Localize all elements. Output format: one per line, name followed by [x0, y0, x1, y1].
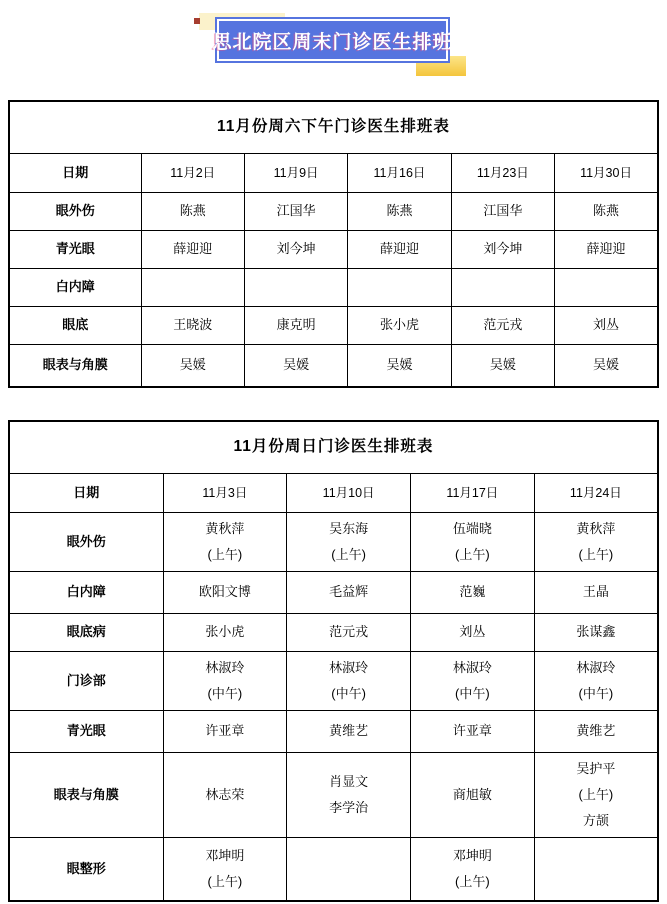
doctor-cell-line: 林淑玲	[205, 659, 245, 675]
schedule-row	[9, 512, 658, 571]
doctor-cell	[411, 512, 535, 571]
doctor-cell-line: 林志荣	[205, 786, 245, 802]
doctor-cell-line: 张小虎	[379, 317, 419, 332]
department-label: 白内障	[9, 268, 141, 306]
doctor-cell-line: 刘今坤	[276, 241, 316, 256]
date-header: 11月2日	[141, 153, 244, 192]
date-row-label: 日期	[9, 473, 163, 512]
department-label: 眼表与角膜	[9, 344, 141, 387]
doctor-cell	[534, 613, 658, 651]
doctor-cell	[451, 192, 554, 230]
doctor-cell-line: 毛益辉	[329, 584, 369, 599]
doctor-cell-line: 林淑玲	[576, 659, 616, 675]
schedule-row	[9, 230, 658, 268]
doctor-cell-line: 许亚章	[452, 723, 492, 738]
doctor-cell-line: 陈燕	[593, 203, 620, 218]
department-label: 青光眼	[9, 710, 163, 752]
doctor-cell	[411, 710, 535, 752]
department-label: 眼外伤	[9, 192, 141, 230]
doctor-cell	[287, 837, 411, 901]
doctor-cell	[555, 344, 658, 387]
doctor-cell	[287, 613, 411, 651]
doctor-cell	[451, 268, 554, 306]
doctor-cell	[141, 230, 244, 268]
doctor-cell	[163, 512, 287, 571]
department-label: 白内障	[9, 571, 163, 613]
doctor-cell	[244, 306, 347, 344]
doctor-cell	[534, 752, 658, 837]
doctor-cell	[348, 230, 451, 268]
doctor-cell	[244, 268, 347, 306]
doctor-cell	[244, 230, 347, 268]
doctor-cell-line: 邓坤明	[452, 847, 492, 863]
doctor-cell-line: (上午)	[207, 546, 243, 562]
table-title-row	[9, 421, 658, 473]
doctor-cell	[163, 571, 287, 613]
table-gap	[0, 388, 667, 420]
doctor-cell-line: (上午)	[578, 786, 614, 802]
doctor-cell-line: (中午)	[455, 685, 490, 701]
doctor-cell	[534, 571, 658, 613]
sunday-schedule-table	[8, 420, 659, 902]
department-label: 眼底	[9, 306, 141, 344]
doctor-cell	[411, 651, 535, 710]
doctor-cell	[411, 837, 535, 901]
date-header: 11月30日	[555, 153, 658, 192]
doctor-cell-line: 张谋鑫	[576, 624, 616, 639]
doctor-cell	[348, 268, 451, 306]
date-header: 11月23日	[451, 153, 554, 192]
table-header-row	[9, 153, 658, 192]
doctor-cell	[348, 344, 451, 387]
doctor-cell-line: 刘丛	[459, 624, 486, 639]
banner-title-box	[212, 19, 453, 61]
doctor-cell-line: 欧阳文博	[198, 584, 251, 599]
department-label: 眼外伤	[9, 512, 163, 571]
doctor-cell	[244, 344, 347, 387]
doctor-cell-line: 范元戎	[483, 317, 523, 332]
doctor-cell-line: 范巍	[459, 584, 486, 599]
date-header: 11月17日	[411, 473, 535, 512]
doctor-cell-line: 刘丛	[593, 317, 620, 332]
doctor-cell-line: 薛迎迎	[586, 241, 626, 256]
doctor-cell-line: 王晓波	[173, 317, 213, 332]
schedule-row	[9, 344, 658, 387]
doctor-cell	[287, 571, 411, 613]
table-header-row	[9, 473, 658, 512]
doctor-cell-line: 吴媛	[283, 357, 310, 373]
date-header: 11月24日	[534, 473, 658, 512]
doctor-cell	[451, 230, 554, 268]
table-title: 11月份周六下午门诊医生排班表	[9, 101, 658, 153]
doctor-cell-line: 薛迎迎	[173, 241, 213, 256]
doctor-cell-line: 江国华	[276, 203, 316, 218]
banner	[0, 0, 667, 100]
department-label: 眼底病	[9, 613, 163, 651]
doctor-cell-line: 许亚章	[205, 723, 245, 738]
doctor-cell-line: 江国华	[483, 203, 523, 218]
doctor-cell	[555, 230, 658, 268]
saturday-schedule-table	[8, 100, 659, 388]
doctor-cell-line: 吴护平	[576, 760, 616, 776]
doctor-cell-line: 薛迎迎	[379, 241, 419, 256]
date-header: 11月16日	[348, 153, 451, 192]
doctor-cell	[163, 710, 287, 752]
table-title: 11月份周日门诊医生排班表	[9, 421, 658, 473]
doctor-cell	[287, 651, 411, 710]
schedule-row	[9, 192, 658, 230]
doctor-cell-line: 范元戎	[329, 624, 369, 639]
doctor-cell-line: 王晶	[582, 584, 609, 599]
doctor-cell	[451, 344, 554, 387]
doctor-cell-line: 刘今坤	[483, 241, 523, 256]
doctor-cell-line: 陈燕	[386, 203, 413, 218]
doctor-cell-line: 黄秋萍	[205, 520, 245, 536]
doctor-cell	[534, 710, 658, 752]
doctor-cell-line: (中午)	[578, 685, 614, 701]
doctor-cell	[287, 710, 411, 752]
department-label: 门诊部	[9, 651, 163, 710]
doctor-cell	[348, 306, 451, 344]
doctor-cell-line: 陈燕	[179, 203, 206, 218]
department-label: 青光眼	[9, 230, 141, 268]
doctor-cell	[163, 837, 287, 901]
doctor-cell-line: 肖显文	[329, 773, 369, 789]
doctor-cell	[411, 571, 535, 613]
doctor-cell	[555, 268, 658, 306]
banner-title: 思北院区周末门诊医生排班	[212, 31, 453, 53]
doctor-cell-line: 吴东海	[329, 520, 369, 536]
doctor-cell-line: 林淑玲	[329, 659, 369, 675]
doctor-cell	[244, 192, 347, 230]
schedule-row	[9, 651, 658, 710]
doctor-cell	[411, 613, 535, 651]
schedule-row	[9, 710, 658, 752]
doctor-cell	[141, 192, 244, 230]
date-row-label: 日期	[9, 153, 141, 192]
date-header: 11月10日	[287, 473, 411, 512]
doctor-cell	[451, 306, 554, 344]
doctor-cell-line: 黄维艺	[576, 723, 616, 738]
doctor-cell-line: 吴媛	[593, 357, 620, 373]
doctor-cell	[555, 306, 658, 344]
doctor-cell	[163, 613, 287, 651]
date-header: 11月9日	[244, 153, 347, 192]
doctor-cell-line: (上午)	[207, 873, 243, 889]
schedule-row	[9, 752, 658, 837]
doctor-cell	[287, 752, 411, 837]
doctor-cell-line: (上午)	[455, 873, 490, 889]
doctor-cell	[163, 651, 287, 710]
schedule-row	[9, 613, 658, 651]
doctor-cell-line: 吴媛	[386, 357, 413, 373]
schedule-row	[9, 571, 658, 613]
doctor-cell-line: (上午)	[578, 546, 614, 562]
doctor-cell-line: 吴媛	[489, 357, 516, 373]
doctor-cell-line: (上午)	[455, 546, 490, 562]
doctor-cell-line: 吴媛	[179, 357, 206, 373]
doctor-cell	[287, 512, 411, 571]
doctor-cell-line: 伍端晓	[452, 520, 492, 536]
department-label: 眼表与角膜	[9, 752, 163, 837]
doctor-cell-line: 邓坤明	[205, 847, 245, 863]
doctor-cell-line: 林淑玲	[452, 659, 492, 675]
doctor-cell	[411, 752, 535, 837]
doctor-cell-line: 张小虎	[205, 624, 245, 639]
doctor-cell	[534, 512, 658, 571]
schedule-row	[9, 306, 658, 344]
date-header: 11月3日	[163, 473, 287, 512]
department-label: 眼整形	[9, 837, 163, 901]
doctor-cell-line: 商旭敏	[452, 786, 492, 802]
doctor-cell	[141, 268, 244, 306]
doctor-cell	[534, 837, 658, 901]
doctor-cell-line: 黄维艺	[329, 723, 369, 738]
doctor-cell-line: (上午)	[331, 546, 366, 562]
banner-accent-red-dot	[194, 18, 200, 24]
doctor-cell	[141, 306, 244, 344]
doctor-cell	[555, 192, 658, 230]
doctor-cell-line: (中午)	[207, 685, 243, 701]
doctor-cell-line: 康克明	[276, 317, 316, 332]
doctor-cell	[348, 192, 451, 230]
doctor-cell	[534, 651, 658, 710]
doctor-cell-line: 方颉	[582, 812, 609, 828]
schedule-row	[9, 837, 658, 901]
schedule-row	[9, 268, 658, 306]
doctor-cell-line: 黄秋萍	[576, 520, 616, 536]
doctor-cell-line: (中午)	[331, 685, 366, 701]
table-title-row	[9, 101, 658, 153]
doctor-cell	[141, 344, 244, 387]
doctor-cell	[163, 752, 287, 837]
doctor-cell-line: 李学治	[329, 799, 369, 815]
